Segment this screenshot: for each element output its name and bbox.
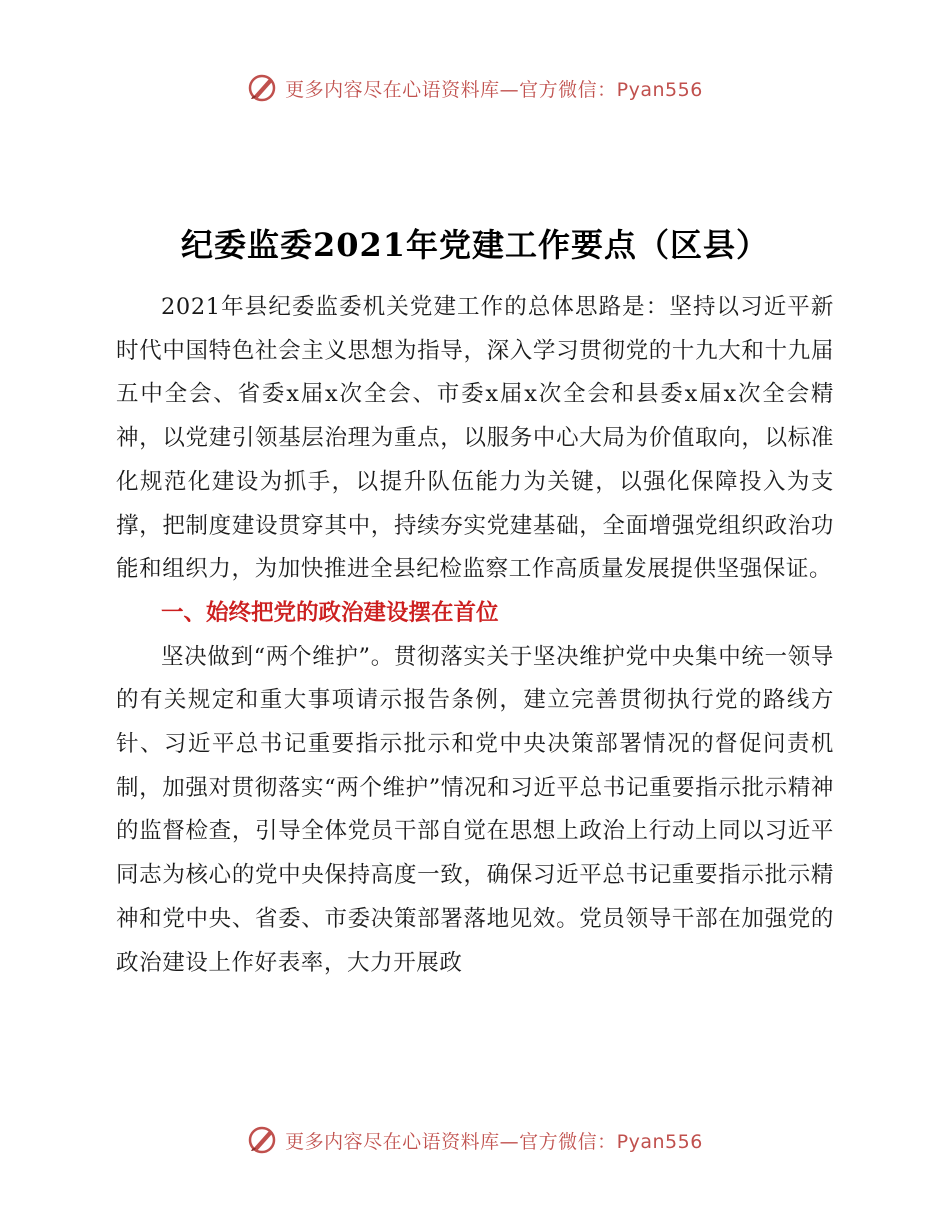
document-body [116,286,834,985]
intro-paragraph: 2021年县纪委监委机关党建工作的总体思路是：坚持以习近平新时代中国特色社会主义思想为指导，深入学习贯彻党的十九大和十九届五中全会、省委x届x次全会、市委x届x次全会和县委x届x次全会精神，以党建引领基层治理为重点，以服务中心大局为价值取向，以标准化规范化建设为抓手，以提升队伍能力为关键，以强化保障投入为支撑，把制度建设贯穿其中，持续夯实党建基础，全面增强党组织政治功能和组织力，为加快推进全县纪检监察工作高质量发展提供坚强保证。 [116,294,834,583]
watermark-text: 更多内容尽在心语资料库—官方微信：Pyan556 [285,78,703,101]
footer-watermark [0,1120,950,1160]
header-watermark [0,68,950,108]
brush-logo-icon [247,73,277,103]
section-1-paragraph: 坚决做到“两个维护”。贯彻落实关于坚决维护党中央集中统一领导的有关规定和重大事项请示报告条例，建立完善贯彻执行党的路线方针、习近平总书记重要指示批示和党中央决策部署情况的督促问责机制，加强对贯彻落实“两个维护”情况和习近平总书记重要指示批示精神的监督检查，引导全体党员干部自觉在思想上政治上行动上同以习近平同志为核心的党中央保持高度一致，确保习近平总书记重要指示批示精神和党中央、省委、市委决策部署落地见效。党员领导干部在加强党的政治建设上作好表率，大力开展政 [116,643,834,976]
document-title: 纪委监委2021年党建工作要点（区县） [180,226,770,264]
section-1-heading: 一、始终把党的政治建设摆在首位 [161,599,499,626]
brush-logo-icon [247,1125,277,1155]
watermark-text: 更多内容尽在心语资料库—官方微信：Pyan556 [285,1130,703,1153]
